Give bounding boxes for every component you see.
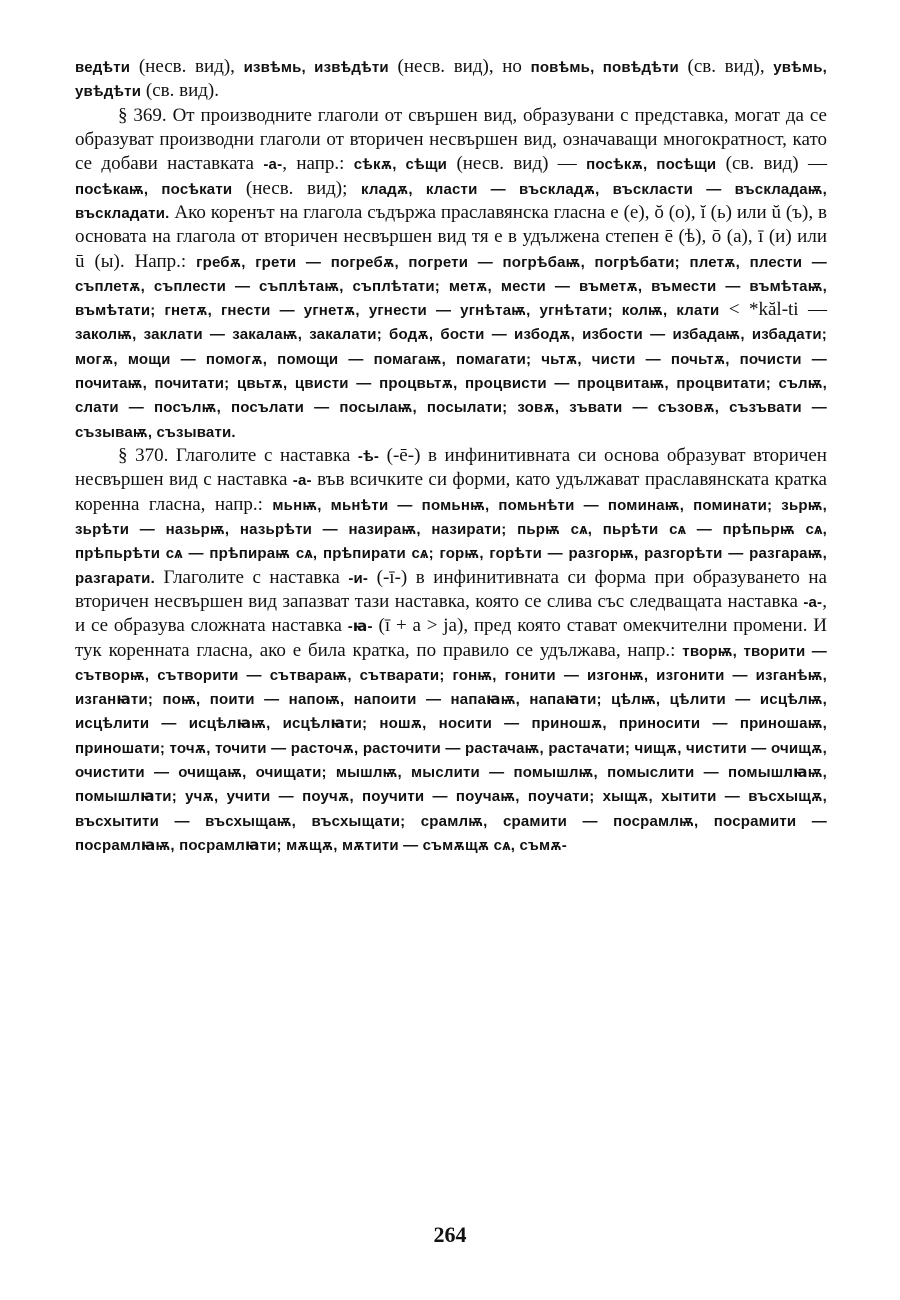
church-slavonic-text: -и- <box>348 569 369 587</box>
body-text: § 369. От производните глаголи от свършен вид, образувани с представка, могат да се образуват производни глаголи от вторичен несвършен вид, означаващи многократност, като се добави наставката <box>75 104 827 175</box>
body-text: (ѣ), <box>673 226 712 248</box>
body-text: (несв. вид), но <box>388 56 531 77</box>
church-slavonic-text: -а- <box>263 156 283 174</box>
body-text: (ы). Напр.: <box>84 250 197 272</box>
body-text: , напр.: <box>282 153 354 175</box>
body-text: -ē- <box>392 445 415 466</box>
body-text: e <box>610 201 619 223</box>
body-text: ē <box>664 226 674 248</box>
paragraph-continuation <box>75 55 827 104</box>
body-text: (несв. вид), <box>130 56 244 77</box>
body-text: ŭ <box>771 201 782 223</box>
body-text: (несв. вид); <box>232 177 361 199</box>
body-text: ĭ <box>700 201 706 223</box>
body-text: ī <box>758 226 764 248</box>
paragraph-section-369 <box>75 104 827 444</box>
paragraph-section-370 <box>75 444 827 857</box>
body-text: (несв. вид) — <box>447 153 587 175</box>
body-text: ) в инфинитивната си форма при образуването на вторичен несвършен вид запазват тази наставка, която се слива със следващата наставка <box>75 566 827 612</box>
church-slavonic-text: гребѫ, грети — погребѫ, погрети — погрѣбаѭ, погрѣбати; плетѫ, плести — съплетѫ, съплести — съплѣтаѭ, съплѣтати; метѫ, мести — въметѫ, въмести — въмѣтаѭ, въмѣтати; гнетѫ, гнести — угнетѫ, угнести — угнѣтаѭ, угнѣтати; колѭ, клати <box>75 253 827 320</box>
body-text: (е), <box>618 201 655 223</box>
church-slavonic-text: увѣмь, увѣдѣти <box>75 59 828 101</box>
church-slavonic-text: мьнѭ, мьнѣти — помьнѭ, помьнѣти — поминаѭ, поминати; зьрѭ, зьрѣти — назьрѭ, назьрѣти — назираѭ, назирати; пьрѭ сѧ, пьрѣти сѧ — прѣпьрѭ сѧ, прѣпьрѣти сѧ — прѣпираѭ сѧ, прѣпирати сѧ; горѭ, горѣти — разгорѭ, разгорѣти — разгараѭ, разгарати. <box>75 496 828 587</box>
church-slavonic-text: кладѫ, класти — въскладѫ, въскласти — въскладаѭ, въскладати. <box>75 180 828 222</box>
body-text: ( <box>368 566 383 588</box>
body-text: във всичките си форми, като удължават праславянската кратка коренна гласна, напр.: <box>75 469 827 515</box>
body-text: Ако коренът на глагола съдържа праславянска гласна <box>169 201 611 223</box>
body-text: ) в инфинитивната си основа образуват вторичен несвършен вид с наставка <box>75 445 827 491</box>
body-text: (ī + a > ja), пред която стават омекчителни промени. И тук коренната гласна, ако е била кратка, по правило се удължава, напр.: <box>75 615 827 661</box>
body-text: § 370. Глаголите с наставка <box>118 445 358 466</box>
body-text: ō <box>711 226 722 248</box>
church-slavonic-text: сѣкѫ, сѣщи <box>353 156 448 174</box>
church-slavonic-text: -а- <box>292 472 312 490</box>
body-text: Глаголите с наставка <box>154 566 349 588</box>
page-body <box>75 55 827 857</box>
body-text: -ī- <box>382 566 401 588</box>
body-text: , и се образува сложната наставка <box>75 590 827 637</box>
body-text: < *kăl-ti — <box>719 299 827 321</box>
body-text: (ь) или <box>705 201 772 223</box>
body-text: (св. вид). <box>141 80 220 102</box>
body-text: (ъ), в основата на глагола от вторичен несвършен вид тя е в удължена степен <box>75 201 827 248</box>
body-text: (а), <box>721 226 759 248</box>
body-text: ŏ <box>654 201 664 223</box>
body-text: ū <box>75 250 85 272</box>
body-text: (о), <box>663 201 701 223</box>
church-slavonic-text: повѣмь, повѣдѣти <box>530 59 679 76</box>
church-slavonic-text: посѣкаѭ, посѣкати <box>75 180 233 198</box>
church-slavonic-text: творѭ, творити — сътворѭ, сътворити — сътвараѭ, сътварати; гонѭ, гонити — изгонѭ, изгонити — изганѣѭ, изганꙗти; поѭ, поити — напоѭ, напоити — напаꙗѭ, напаꙗти; цѣлѭ, цѣлити — исцѣлѭ, исцѣлити — исцѣлꙗѭ, исцѣлꙗти; ношѫ, носити — приношѫ, приносити — приношаѭ, приношати; точѫ, точити — расточѫ, расточити — растачаѭ, растачати; чищѫ, чистити — очищѫ, очистити — очищаѭ, очищати; мышлѭ, мыслити — помышлѭ, помыслити — помышлꙗѭ, помышлꙗти; учѫ, учити — поучѫ, поучити — поучаѭ, поучати; хыщѫ, хытити — въсхыщѫ, въсхытити — въсхыщаѭ, въсхыщати; срамлѭ, срамити — посрамлѭ, посрамити — посрамлꙗѭ, посрамлꙗти; мѫщѫ, мѫтити — съмѫщѫ сѧ, съмѫ- <box>75 642 827 854</box>
church-slavonic-text: -ѣ- <box>357 448 380 465</box>
church-slavonic-text: -а- <box>803 593 823 611</box>
body-text: (св. вид), <box>678 56 774 77</box>
church-slavonic-text: посѣкѫ, посѣщи <box>586 156 717 174</box>
body-text: (св. вид) — <box>716 153 827 175</box>
body-text: (и) или <box>763 226 827 248</box>
church-slavonic-text: -ꙗ- <box>347 618 373 636</box>
page-number: 264 <box>433 1222 467 1247</box>
church-slavonic-text: ведѣти <box>75 59 131 76</box>
church-slavonic-text: заколѭ, заклати — закалаѭ, закалати; бодѫ, бости — избодѫ, избости — избадаѭ, избадати; могѫ, мощи — помогѫ, помощи — помагаѭ, помагати; чьтѫ, чисти — почьтѫ, почисти — почитаѭ, почитати; цвьтѫ, цвисти — процвьтѫ, процвисти — процвитаѭ, процвитати; сълѭ, слати — посълѭ, посълати — посылаѭ, посылати; зовѫ, зъвати — съзовѫ, съзъвати — съзываѭ, съзывати. <box>75 326 827 441</box>
body-text: ( <box>379 445 393 466</box>
church-slavonic-text: извѣмь, извѣдѣти <box>243 59 389 76</box>
